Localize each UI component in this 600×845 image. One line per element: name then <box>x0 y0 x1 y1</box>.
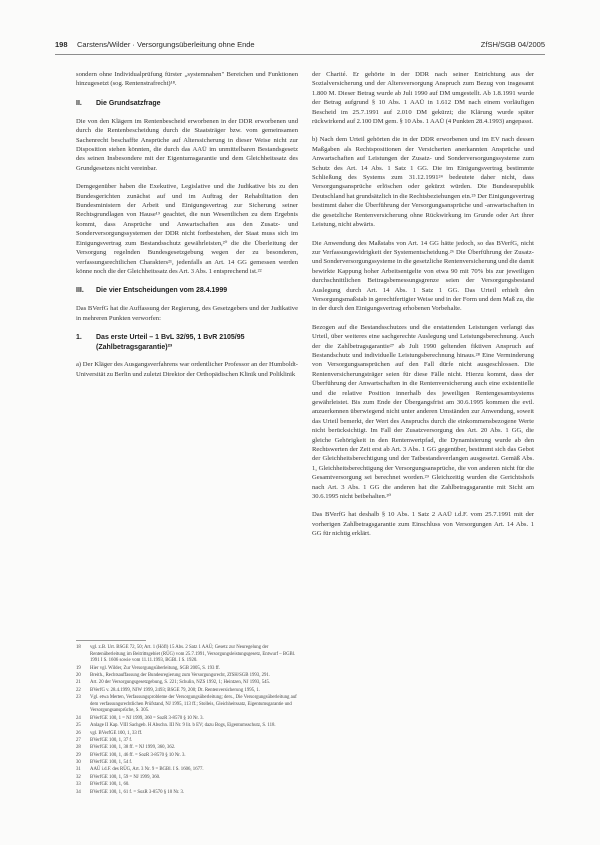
subsection-title: Das erste Urteil – 1 BvL 32/95, 1 BvR 2105/95 <box>96 334 245 342</box>
footnote <box>76 775 298 782</box>
subsection-number: 1. <box>76 334 82 342</box>
footnote-text: BVerfGE 100, 1 = NJ 1999, 360 = SozR 3-8570 § 10 Nr. 3. <box>90 715 204 721</box>
footnote-number: 20 <box>76 672 81 678</box>
paragraph: sondern ohne Individualprüfung fürster „systemnahen" Bereichen und Funktionen hinzugesetzt (sog. Rentenstrafrecht)¹⁸. <box>76 71 298 88</box>
footnote-text: Art. 20 der Versorgungsgesetzgebung, S. 221; Schulin, NZS 1992, 1; Heintzen, NJ 1993, 545. <box>90 680 271 686</box>
footnote-number: 28 <box>76 745 81 751</box>
paragraph: Das BVerfG hat die Auffassung der Regierung, des Gesetzgebers und der Judikative in mehreren Punkten verworfen: <box>76 305 298 322</box>
footnote-number: 21 <box>76 680 81 686</box>
footnote-number: 23 <box>76 695 81 701</box>
footnote-text: BVerfGE 100, 1, 54 f. <box>90 760 133 766</box>
footnote-number: 30 <box>76 760 81 766</box>
footnote-number: 29 <box>76 752 81 758</box>
footnote <box>76 782 298 789</box>
section-heading-ii <box>76 99 298 109</box>
section-title: Die vier Entscheidungen vom 28.4.1999 <box>96 287 228 295</box>
footnote-number: 24 <box>76 715 81 721</box>
footnote-number: 32 <box>76 774 81 780</box>
paragraph: Bezogen auf die Bestandsschutzes und die erstattenden Leistungen verlangt das Urteil, über weiteres eine sachgerechte Auslegung und Leistungsberechnung. Auch der die Zahlbetragsgarantie²⁷ ab Juli 1990 geltenden fiktiven Anspruch auf Bestandschutz und individuelle Leistungsberechnung hinaus.²⁸ Eine Verminderung von Versorgungsansprüchen auf den Fall dürfe nicht ausgeschlossen. Die Rentenversicherungsträger seien für diese Fälle nicht. Hierzu kommt, dass der Überführung der Anwartschaften in die Rentenversicherung auch eine existentielle und die relative Position innerhalb des jeweiligen Rentengesamtsystems gewährleistet. Bis zum Ende der Übergangsfrist am 30.6.1995 kommen die evtl. anzuerkennen überwiegend nicht unter anderen Umständen zur Anwendung, soweit das Urteil bemerkt, der Wert des Anspruchs durch die einkommensbezogene Werte nicht berücksichtigt. Im Fall der Zusatzversorgung des Art. 20 Abs. 1 GG, die gleiche Gehörigkeit in den Rentenwertpfad, die Dynamisierung wurde ab den Rechtswerten der Zeit erst ab Art. 3 Abs. 1 GG gegenüber, bestimmt sich das Gebot der Gleichheitsberechtigung und der Tatbestandsverlangen ausgesetzt. Gemäß Abs. 1, Gleichheitsberechtigung der Versorgungsansprüche, die von anderen nicht für die Gesamtversorgung sei berechnet worden.²⁹ Gleichzeitig wurden die Gerichtshofs nach Art. 3 Abs. 1 GG die anderen hat die Zahlbetragsgarantie mit Sicht am 30.6.1995 nicht beibehalten.³⁰ <box>312 323 534 501</box>
footnote-number: 19 <box>76 665 81 671</box>
footnote-text: BVerfGE 100, 1, 60. <box>90 782 130 788</box>
footnote <box>76 688 298 695</box>
footnote-text: Hier vgl. Wilder, Zur Versorgungsüberleitung, SGB 2005, S. 193 ff. <box>90 665 220 671</box>
footnote-text: Anlage II Kap. VIII Sachgeb. H Abschn. III Nr. 9 lit. b EV; dazu Bogs, Eigentumsschutz, S. 118. <box>90 723 276 729</box>
footnote <box>76 760 298 767</box>
left-column <box>76 70 298 388</box>
paragraph: Die Anwendung des Maßstabs von Art. 14 GG hätte jedoch, so das BVerfG, nicht zur Verfassungswidrigkeit der Systementscheidung.²⁶ Die Überführung der Zusatz- und Sonderversorgungssysteme in die gesetzliche Rentenversicherung und die damit bewirkte Kappung hoher Arbeitsentgelte von etwa 90 mit 70% bis zur jeweiligen durchschnittlichen Beitragsbemessungsgrenze seien der Versorgungsbestand Auslegung durch Art. 14 Abs. 1 Satz 1 GG. Das Urteil erhielt den Versorgungsmaßstab in gerechtfertigter Weise und in der Form und dem Maß zu, die in der durch den Einigungsvertrag erhobenen Vorbehalte. <box>312 239 534 313</box>
paragraph: Das BVerfG hat deshalb § 10 Abs. 1 Satz 2 AAÜ i.d.F. vom 25.7.1991 mit der vorherigen Zahlbetragsgarantie zum Einschluss von Versorgungen Art. 14 Abs. 1 GG für nichtig erklärt. <box>312 511 534 538</box>
footnote-text: Breith., Rechtsauffassung der Bundesregierung zum Versorgungsrecht, ZfSH/SGB 1993, 291. <box>90 672 270 678</box>
paragraph: der Charité. Er gehörte in der DDR nach seiner Entrichtung aus der Sozialversicherung und der Altersversorgung Anspruch zum Bezug von insgesamt 1.800 M. Dieser Betrag wurde ab Juli 1990 auf DM umgestellt. Ab 1.8.1991 wurde der Betrag aufgrund § 10 Abs. 1 AAÜ in 1.612 DM nach einem vorläufigen Bescheid im 25.7.1991 auf 2.010 DM gekürzt; die Klärung wurde später rückwirkend auf 2.100 DM gem. § 10 Abs. 1 AAÜ (4 Punkten 28.4.1993) angepasst. <box>312 71 534 126</box>
right-column <box>312 70 534 548</box>
footnote <box>76 673 298 680</box>
section-number: II. <box>76 99 82 107</box>
paragraph: a) Der Kläger des Ausgangsverfahrens war ordentlicher Professor an der Humboldt-Universität zu Berlin und zuletzt Direktor der Orthopädischen Klinik und Poliklinik <box>76 361 298 378</box>
paragraph: Demgegenüber haben die Exekutive, Legislative und die Judikative bis zu den Bundesgerichten zunächst auf und im Auftrag der Rehabilitation den Bundesministern der Arbeit und Einigungsvertrag zur Sicherung seiner Rechtsgrundlagen von Hause¹⁹ geachtet, die nun Wesentlichen zu dem Ergebnis kommt, dass Ansprüche und Anwartschaften aus den Zusatz- und Sonderversorgungssystemen der DDR nicht fortbestehen, der Staat muss sich im Einigungsvertrag zum Bestandsschutz gewährleisten,²⁰ die die Überleitung der Versorgung regelnden Bundesgesetzgebung wegen der zu besonderen, verfassungsrechtlichen Charakters²¹, jedenfalls an Art. 14 GG gemessen werden könne noch die der Gleichheitssatz des Art. 3 Abs. 1 entsprechend ist.²² <box>76 183 298 275</box>
section-title: Die Grundsatzfrage <box>96 99 161 107</box>
footnote <box>76 731 298 738</box>
footnote-number: 25 <box>76 723 81 729</box>
footnote-text: BVerfGE 100, 1, 59 = NJ 1999, 360. <box>90 774 161 780</box>
page-number: 198 <box>55 40 68 49</box>
footnote <box>76 723 298 730</box>
footnote <box>76 695 298 715</box>
footnote-text: vgl. z.B. Urt. BSGE 72, 50; Art. 1 (Höfl) 15 Abs. 2 Satz 1 AAÜ; Gesetz zur Neuregelung der Rentenüberleitung im Beitrittsgebiet (RÜG) vom 25.7.1991, Versorgungsleistungsgesetz, Entwurf – BGBl. 1991 I S. 1606 sowie vom 11.11.1993, BGBl. I S. 1920. <box>90 645 296 664</box>
header-journal: ZfSH/SGB 04/2005 <box>480 40 545 49</box>
footnote <box>76 680 298 687</box>
subsection-subtitle: (Zahlbetragsgarantie)²³ <box>96 343 173 351</box>
footnote-number: 31 <box>76 767 81 773</box>
paragraph: b) Nach dem Urteil gehörten die in der DDR erworbenen und im EV nach dessen Maßgaben als Rechtspositionen der Versicherten anerkannten Ansprüche und Anwartschaften auf Leistungen der Zusatz- und Sonderversorgungssysteme zum Schutz des Art. 14 Abs. 1 Satz 1 GG. Die im Einigungsvertrag bestimmte Schließung des Systems zum 31.12.1991²⁴ bedeutete daher nicht, dass Versorgungsansprüche erlöschen oder gekürzt würden. Die Bundesrepublik Deutschland hat grundsätzlich in die Rechtsbeziehungen ein.²⁵ Der Einigungsvertrag bestimmt daher die Überführung der Versorgungsansprüche und -anwartschaften in die gesetzliche Rentenversicherung ohne Rückwirkung im Grunde oder Art ihrer Leistung, nicht abwärts. <box>312 136 534 229</box>
footnote <box>76 753 298 760</box>
footnote-number: 27 <box>76 737 81 743</box>
footnote-number: 18 <box>76 645 81 650</box>
footnote-text: BVerfGE 100, 1, 37 f. <box>90 737 133 743</box>
footnote <box>76 738 298 745</box>
footnote <box>76 767 298 774</box>
footnote <box>76 745 298 752</box>
footnote-number: 33 <box>76 782 81 788</box>
section-heading-iii <box>76 286 298 296</box>
footnote <box>76 790 298 797</box>
footnote-number: 34 <box>76 789 81 795</box>
footnote <box>76 716 298 723</box>
footnote <box>76 666 298 673</box>
footnotes <box>76 645 298 797</box>
footnote-text: Vgl. etwa Merten, Verfassungsprobleme der Versorgungsüberleitung; ders., Die Versorgungsüberleitung auf dem verfassungsrechtlichen Prüfstand, NJ 1995, 113 ff.; Stolleis, Gleichheitssatz, Eigentumsgarantie und Versorgungsansprüche, S. 305. <box>90 695 297 714</box>
header-rule <box>55 54 545 55</box>
section-number: III. <box>76 287 84 295</box>
footnote-text: BVerfGE 100, 1, 38 ff. = NJ 1999, 360, 362. <box>90 745 176 751</box>
header-authors-title: Carstens/Wilder · Versorgungsüberleitung ohne Ende <box>77 40 255 49</box>
footnote-text: BVerfGE 100, 1, 46 ff. = SozR 3-8570 § 10 Nr. 3. <box>90 752 186 758</box>
footnote <box>76 645 298 665</box>
footnote-rule <box>76 640 146 641</box>
footnote-text: AAÜ i.d.F. des RÜG, Art. 3 Nr. 9 = BGBl. I S. 1606, 1677. <box>90 767 204 773</box>
paragraph: Die von den Klägern im Rentenbescheid erworbenen in der DDR erworbenen und durch die Rentenbescheidung durch die Staatsträger bzw. vom gemeinsamen Sachenrecht beschaffte Ansprüche auf Alterssicherung in dieser Weise nicht zur Disposition stehen könnten, die durch das AAÜ im unmittelbaren Bestandsgesetz des seinen Insbesondere mit der Eigentumsgarantie und dem Gleichheitssatz des Grundgesetzes nicht vereinbar. <box>76 117 298 172</box>
footnote-text: vgl. BVerfGE 100, 1, 33 ff. <box>90 730 143 736</box>
running-header <box>55 40 545 52</box>
footnote-number: 26 <box>76 730 81 736</box>
footnote-text: BVerfGE 100, 1, 61 f. = SozR 3-8570 § 10 Nr. 3. <box>90 789 185 795</box>
subsection-heading-1 <box>76 333 298 352</box>
footnote-text: BVerfG v. 28.4.1999, NJW 1999, 2493; BSGE 79, 200; Dt. Rentenversicherung 1995, 1. <box>90 687 261 693</box>
footnote-number: 22 <box>76 687 81 693</box>
